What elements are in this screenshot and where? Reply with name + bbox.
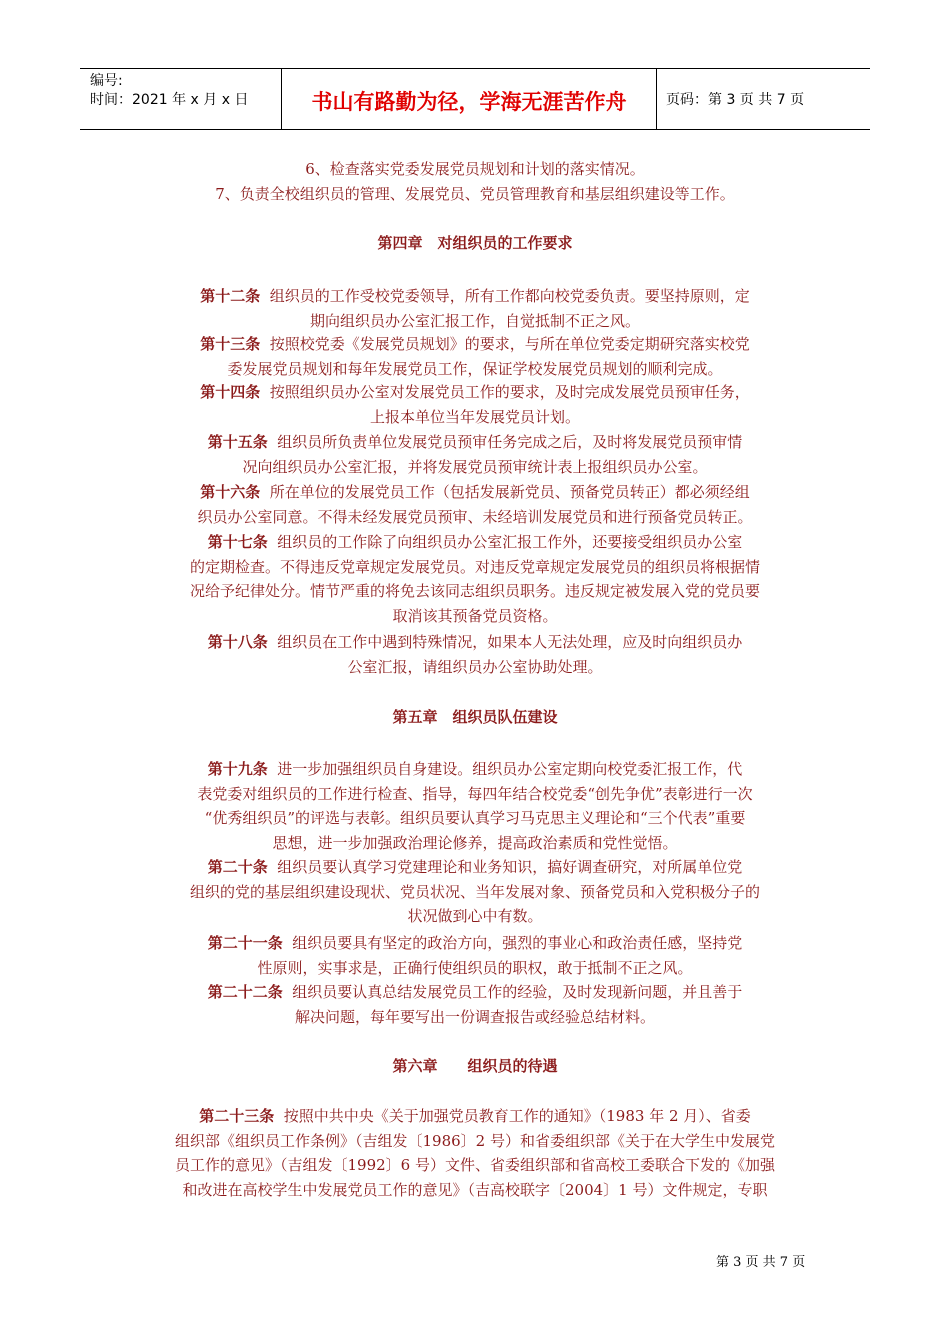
article-lead: 第十三条 [200, 335, 261, 353]
chapter-4-title: 第四章 对组织员的工作要求 [377, 234, 573, 252]
article-lead: 第十六条 [200, 483, 261, 501]
article-12: 第十二条 组织员的工作受校党委领导，所有工作都向校党委负责。要坚持原则，定 期向组织员办公室汇报工作，自觉抵制不正之风。 [200, 287, 750, 330]
article-lead: 第二十一条 [207, 934, 283, 952]
time-label: 时间：2021 年 x 月 x 日 [90, 92, 249, 108]
chapter-6-title: 第六章 组织员的待遇 [392, 1057, 558, 1075]
article-lead: 第二十三条 [199, 1107, 275, 1125]
article-lead: 第二十二条 [207, 983, 283, 1001]
article-lead: 第二十条 [207, 858, 268, 876]
article-23: 第二十三条 按照中共中央《关于加强党员教育工作的通知》（1983 年 2 月）、省委 组织部《组织员工作条例》（吉组发〔1986〕2 号）和省委组织部《关于在大学生中发展党 员工作的意见》（吉组发〔1992〕6 号）文件、省委组织部和省高校工委联合下发的《加强 和改进在高校学生中发展党员工作的意见》（吉高校联字〔2004〕1 号）文件规定，专职 [175, 1107, 775, 1199]
header-motto: 书山有路勤为径，学海无涯苦作舟 [311, 90, 627, 114]
article-lead: 第十二条 [200, 287, 261, 305]
page-footer: 第 3 页 共 7 页 [716, 1255, 806, 1270]
header-page-label: 页码：第 3 页 共 7 页 [666, 92, 805, 108]
article-17: 第十七条 组织员的工作除了向组织员办公室汇报工作外，还要接受组织员办公室 的定期检查。不得违反党章规定发展党员。对违反党章规定发展党员的组织员将根据情 况给予纪律处分。情节严重的将免去该同志组织员职务。违反规定被发展入党的党员要 取消该其预备党员资格。 [189, 533, 760, 625]
article-22: 第二十二条 组织员要认真总结发展党员工作的经验，及时发现新问题，并且善于 解决问题，每年要写出一份调查报告或经验总结材料。 [207, 983, 743, 1026]
article-19: 第十九条 进一步加强组织员自身建设。组织员办公室定期向校党委汇报工作，代 表党委对组织员的工作进行检查、指导，每四年结合校党委“创先争优”表彰进行一次 “优秀组织员”的评选与表彰。组织员要认真学习马克思主义理论和“三个代表”重要 思想，进一步加强政治理论修养，提高政治素质和党性觉悟。 [197, 760, 753, 852]
header-divider-right [656, 68, 657, 129]
chapter-5-title: 第五章 组织员队伍建设 [392, 708, 558, 726]
article-16: 第十六条 所在单位的发展党员工作（包括发展新党员、预备党员转正）都必须经组 织员办公室同意。不得未经发展党员预审、未经培训发展党员和进行预备党员转正。 [197, 483, 753, 526]
header-bottom-rule [80, 129, 870, 130]
article-lead: 第十五条 [207, 433, 268, 451]
intro-item-7: 7、负责全校组织员的管理、发展党员、党员管理教育和基层组织建设等工作。 [215, 185, 735, 203]
article-18: 第十八条 组织员在工作中遇到特殊情况，如果本人无法处理，应及时向组织员办 公室汇报，请组织员办公室协助处理。 [207, 633, 743, 676]
number-label: 编号: [90, 73, 123, 89]
article-15: 第十五条 组织员所负责单位发展党员预审任务完成之后，及时将发展党员预审情 况向组织员办公室汇报，并将发展党员预审统计表上报组织员办公室。 [207, 433, 743, 476]
article-lead: 第十七条 [207, 533, 268, 551]
article-lead: 第十九条 [207, 760, 268, 778]
article-14: 第十四条 按照组织员办公室对发展党员工作的要求，及时完成发展党员预审任务， 上报本单位当年发展党员计划。 [200, 383, 750, 426]
intro-item-6: 6、检查落实党委发展党员规划和计划的落实情况。 [305, 160, 645, 178]
article-lead: 第十八条 [207, 633, 268, 651]
article-13: 第十三条 按照校党委《发展党员规划》的要求，与所在单位党委定期研究落实校党 委发展党员规划和每年发展党员工作，保证学校发展党员规划的顺利完成。 [200, 335, 750, 378]
article-21: 第二十一条 组织员要具有坚定的政治方向，强烈的事业心和政治责任感，坚持党 性原则，实事求是，正确行使组织员的职权，敢于抵制不正之风。 [207, 934, 743, 977]
article-lead: 第十四条 [200, 383, 261, 401]
header-top-rule [80, 68, 870, 69]
header-meta [90, 72, 248, 110]
article-20: 第二十条 组织员要认真学习党建理论和业务知识，搞好调查研究，对所属单位党 组织的党的基层组织建设现状、党员状况、当年发展对象、预备党员和入党积极分子的 状况做到心中有数。 [189, 858, 760, 926]
